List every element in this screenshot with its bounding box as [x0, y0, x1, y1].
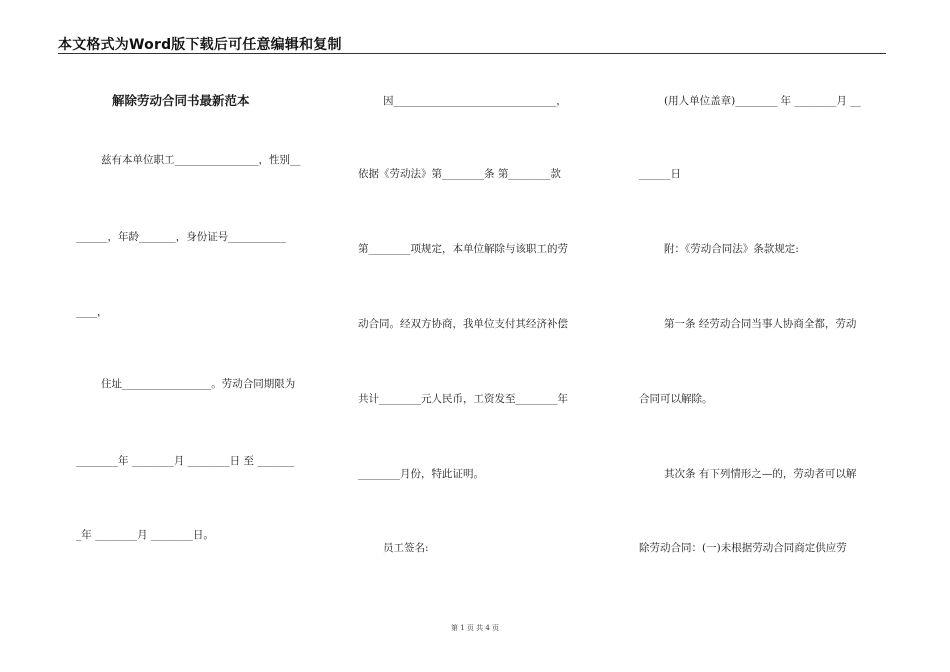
body-line: ______，年龄_______，身份证号___________ — [76, 231, 286, 243]
document-banner: 本文格式为Word版下载后可任意编辑和复制 — [58, 37, 342, 53]
header-divider — [58, 53, 886, 54]
body-line: 住址_________________。劳动合同期限为 — [101, 378, 296, 390]
body-line: ________月份，特此证明。 — [358, 468, 484, 480]
body-line: ______日 — [639, 168, 681, 180]
signature-label: 员工签名: — [383, 542, 429, 554]
body-line: 第________项规定，本单位解除与该职工的劳 — [358, 243, 568, 255]
body-line: 其次条 有下列情形之—的，劳动者可以解 — [664, 468, 857, 480]
body-line: 因_______________________________， — [383, 95, 567, 107]
document-title: 解除劳动合同书最新范本 — [112, 93, 250, 108]
page-number: 第 1 页 共 4 页 — [450, 624, 500, 632]
body-line: 合同可以解除。 — [639, 393, 713, 405]
body-line: 兹有本单位职工________________，性别__ — [101, 154, 301, 166]
body-line: 动合同。经双方协商，我单位支付其经济补偿 — [358, 318, 568, 330]
body-line: 附：《劳动合同法》条款规定: — [664, 243, 799, 255]
body-line: 依据《劳动法》第________条 第________款 — [358, 168, 561, 180]
body-line: ________年 ________月 ________日 至 _______ — [76, 455, 295, 467]
body-line: ____， — [76, 306, 108, 318]
body-line: _年 ________月 ________日。 — [76, 529, 214, 541]
body-line: (用人单位盖章)________ 年 ________月 __ — [664, 95, 861, 107]
body-line: 第一条 经劳动合同当事人协商全都，劳动 — [664, 318, 857, 330]
body-line: 共计________元人民币，工资发至________年 — [358, 393, 568, 405]
body-line: 除劳动合同：(一)未根据劳动合同商定供应劳 — [639, 542, 847, 554]
